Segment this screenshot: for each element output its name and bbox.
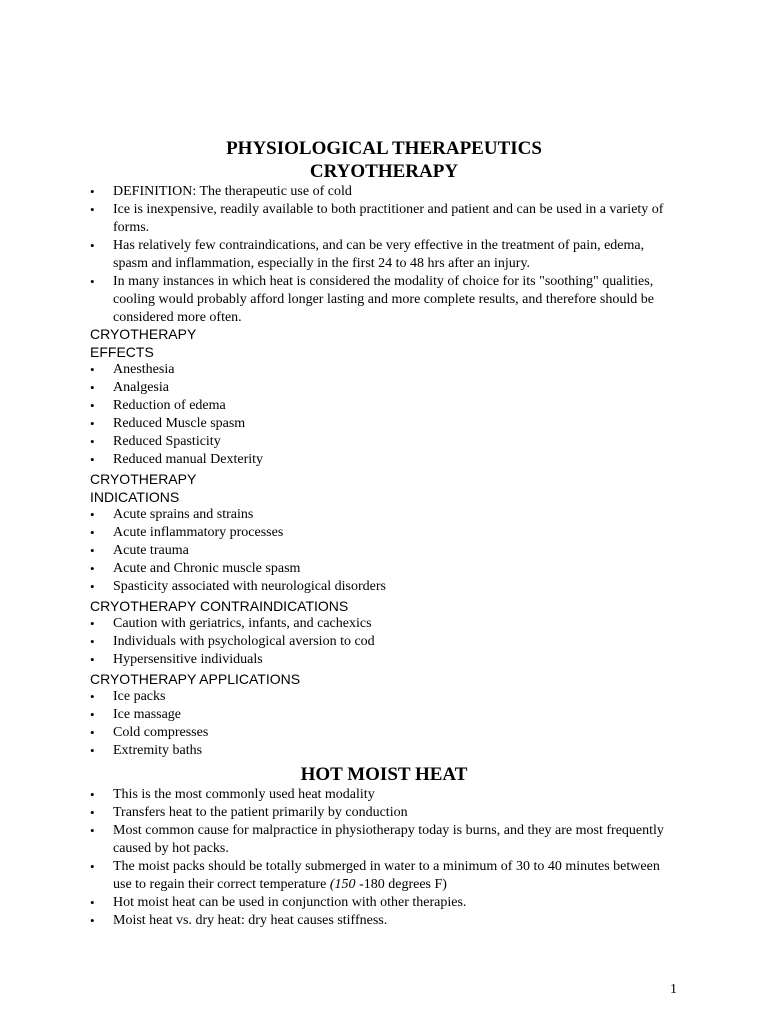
section-title-hot-moist-heat: HOT MOIST HEAT xyxy=(300,764,468,785)
list-item: • Reduced Spasticity xyxy=(90,433,670,451)
list-item: • Acute inflammatory processes xyxy=(90,524,670,542)
list-item: • Acute and Chronic muscle spasm xyxy=(90,560,670,578)
list-item: • Hypersensitive individuals xyxy=(90,651,670,669)
list-item: • This is the most commonly used heat modality xyxy=(90,786,670,804)
temperature-range-end: -180 degrees F) xyxy=(355,877,447,892)
list-item: • Individuals with psychological aversion to cod xyxy=(90,633,670,651)
heat-list xyxy=(90,786,670,930)
list-item: • Reduced manual Dexterity xyxy=(90,451,670,469)
list-item: • In many instances in which heat is considered the modality of choice for its "soothing" qualities, cooling would probably afford longer lasting and more complete results, and therefore should be considered more often. xyxy=(90,273,670,327)
section-subheading: INDICATIONS xyxy=(90,489,180,505)
list-item: • Acute sprains and strains xyxy=(90,506,670,524)
temperature-range-start: (150 xyxy=(329,877,356,892)
list-item: • Ice is inexpensive, readily available to both practitioner and patient and can be used in a variety of forms. xyxy=(90,201,670,237)
list-item: • Transfers heat to the patient primarily by conduction xyxy=(90,804,670,822)
list-item: • Hot moist heat can be used in conjunction with other therapies. xyxy=(90,894,670,912)
contraindications-section xyxy=(90,597,670,669)
intro-list xyxy=(90,183,670,327)
section-title-cryotherapy: CRYOTHERAPY xyxy=(309,161,459,182)
list-item-text: The moist packs should be totally submerged in water to a minimum of 30 to 40 minutes between use to regain their correct temperature xyxy=(113,859,660,892)
applications-section xyxy=(90,670,670,760)
list-item: • Extremity baths xyxy=(90,742,670,760)
indications-section xyxy=(90,470,670,596)
list-item: • Acute trauma xyxy=(90,542,670,560)
section-heading: CRYOTHERAPY APPLICATIONS xyxy=(90,671,301,687)
list-item: • Cold compresses xyxy=(90,724,670,742)
list-item: • Most common cause for malpractice in physiotherapy today is burns, and they are most frequently caused by hot packs. xyxy=(90,822,670,858)
list-item: • Anesthesia xyxy=(90,361,670,379)
list-item: • Ice packs xyxy=(90,688,670,706)
effects-section xyxy=(90,325,670,469)
section-subheading: EFFECTS xyxy=(90,344,154,360)
list-item: • Moist heat vs. dry heat: dry heat causes stiffness. xyxy=(90,912,670,930)
list-item-submerge xyxy=(90,858,670,894)
list-item: • Spasticity associated with neurological disorders xyxy=(90,578,670,596)
section-heading: CRYOTHERAPY CONTRAINDICATIONS xyxy=(90,598,349,614)
page-number: 1 xyxy=(670,982,677,997)
document-title: PHYSIOLOGICAL THERAPEUTICS xyxy=(226,138,542,159)
list-item: • Analgesia xyxy=(90,379,670,397)
list-item: • Caution with geriatrics, infants, and cachexics xyxy=(90,615,670,633)
section-heading: CRYOTHERAPY xyxy=(90,471,197,487)
list-item: • Reduction of edema xyxy=(90,397,670,415)
list-item: • Reduced Muscle spasm xyxy=(90,415,670,433)
list-item: • Has relatively few contraindications, and can be very effective in the treatment of pain, edema, spasm and inflammation, especially in the first 24 to 48 hrs after an injury. xyxy=(90,237,670,273)
list-item: • DEFINITION: The therapeutic use of cold xyxy=(90,183,670,201)
list-item: • Ice massage xyxy=(90,706,670,724)
section-heading: CRYOTHERAPY xyxy=(90,326,197,342)
